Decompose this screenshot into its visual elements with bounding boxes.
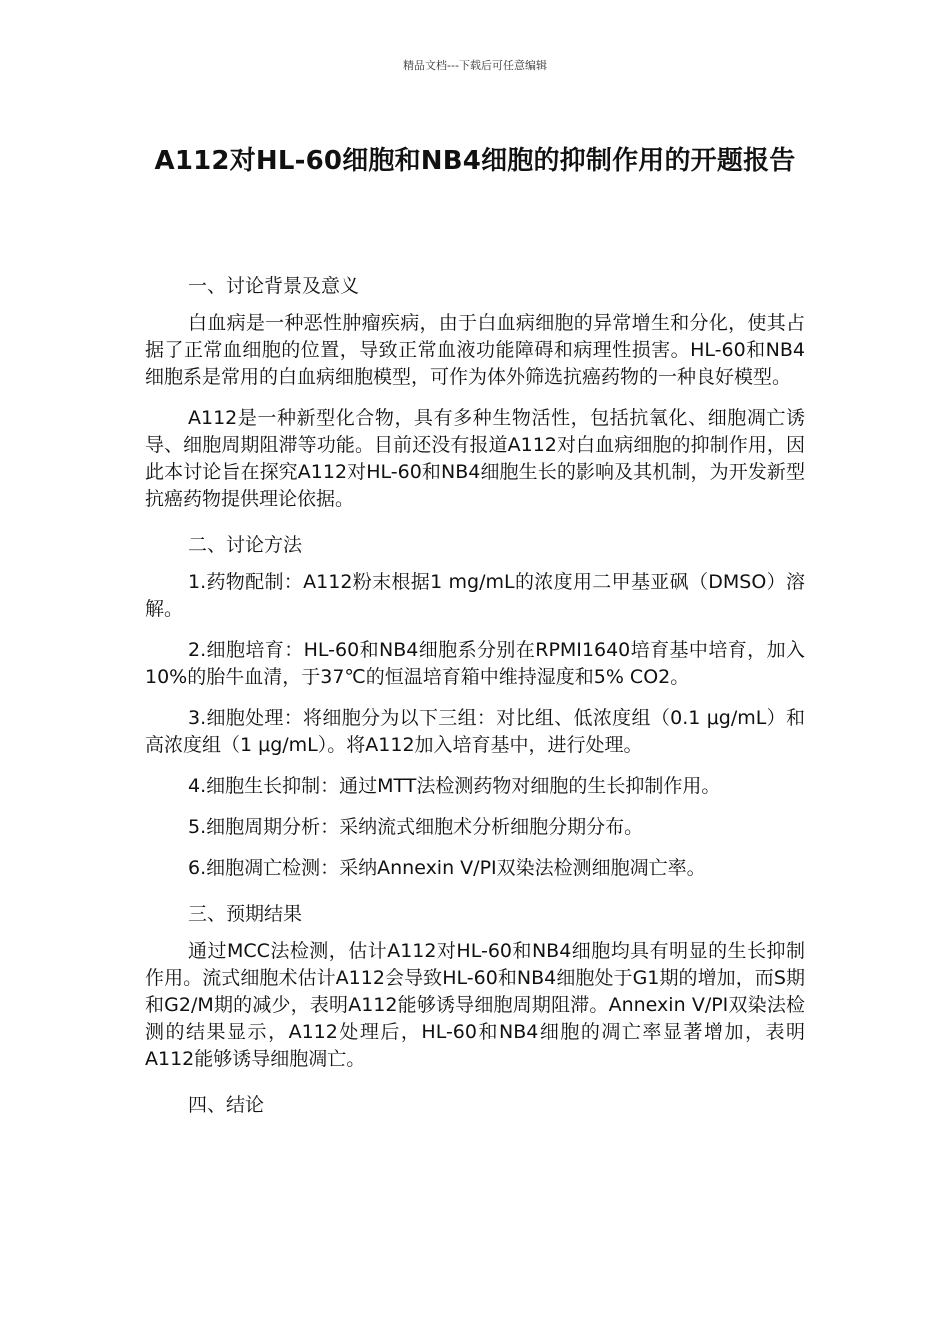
section-heading: 一、讨论背景及意义 [188, 275, 360, 297]
method-item: 5.细胞周期分析：采纳流式细胞术分析细胞分期分布。 [188, 816, 644, 838]
method-item: 4.细胞生长抑制：通过MTT法检测药物对细胞的生长抑制作用。 [188, 775, 721, 797]
paragraph: A112是一种新型化合物，具有多种生物活性，包括抗氧化、细胞凋亡诱导、细胞周期阻滞等功能。目前还没有报道A112对白血病细胞的抑制作用，因此本讨论旨在探究A112对HL-60和NB4细胞生长的影响及其机制，为开发新型抗癌药物提供理论依据。 [145, 407, 805, 510]
document-body [145, 268, 805, 1129]
paragraph: 通过MCC法检测，估计A112对HL-60和NB4细胞均具有明显的生长抑制作用。流式细胞术估计A112会导致HL-60和NB4细胞处于G1期的增加，而S期和G2/M期的减少，表明A112能够诱导细胞周期阻滞。Annexin V/PI双染法检测的结果显示，A112处理后，HL-60和NB4细胞的凋亡率显著增加，表明A112能够诱导细胞凋亡。 [145, 940, 805, 1070]
section-conclusion [145, 1087, 805, 1123]
section-heading: 四、结论 [188, 1094, 265, 1116]
method-item: 6.细胞凋亡检测：采纳Annexin V/PI双染法检测细胞凋亡率。 [188, 857, 706, 879]
document-title: A112对HL-60细胞和NB4细胞的抑制作用的开题报告 [154, 146, 796, 176]
page-header-note: 精品文档---下载后可任意编辑 [403, 59, 547, 72]
section-heading: 二、讨论方法 [188, 534, 303, 556]
method-item: 2.细胞培育：HL-60和NB4细胞系分别在RPMI1640培育基中培育，加入10%的胎牛血清，于37℃的恒温培育箱中维持湿度和5% CO2。 [145, 639, 805, 688]
paragraph: 白血病是一种恶性肿瘤疾病，由于白血病细胞的异常增生和分化，使其占据了正常血细胞的位置，导致正常血液功能障碍和病理性损害。HL-60和NB4细胞系是常用的白血病细胞模型，可作为体外筛选抗癌药物的一种良好模型。 [145, 312, 805, 388]
section-expected-results [145, 896, 805, 1073]
section-background [145, 268, 805, 513]
section-methods [145, 527, 805, 882]
method-item: 3.细胞处理：将细胞分为以下三组：对比组、低浓度组（0.1 μg/mL）和高浓度组（1 μg/mL）。将A112加入培育基中，进行处理。 [145, 707, 805, 756]
method-item: 1.药物配制：A112粉末根据1 mg/mL的浓度用二甲基亚砜（DMSO）溶解。 [145, 571, 805, 620]
section-heading: 三、预期结果 [188, 903, 303, 925]
